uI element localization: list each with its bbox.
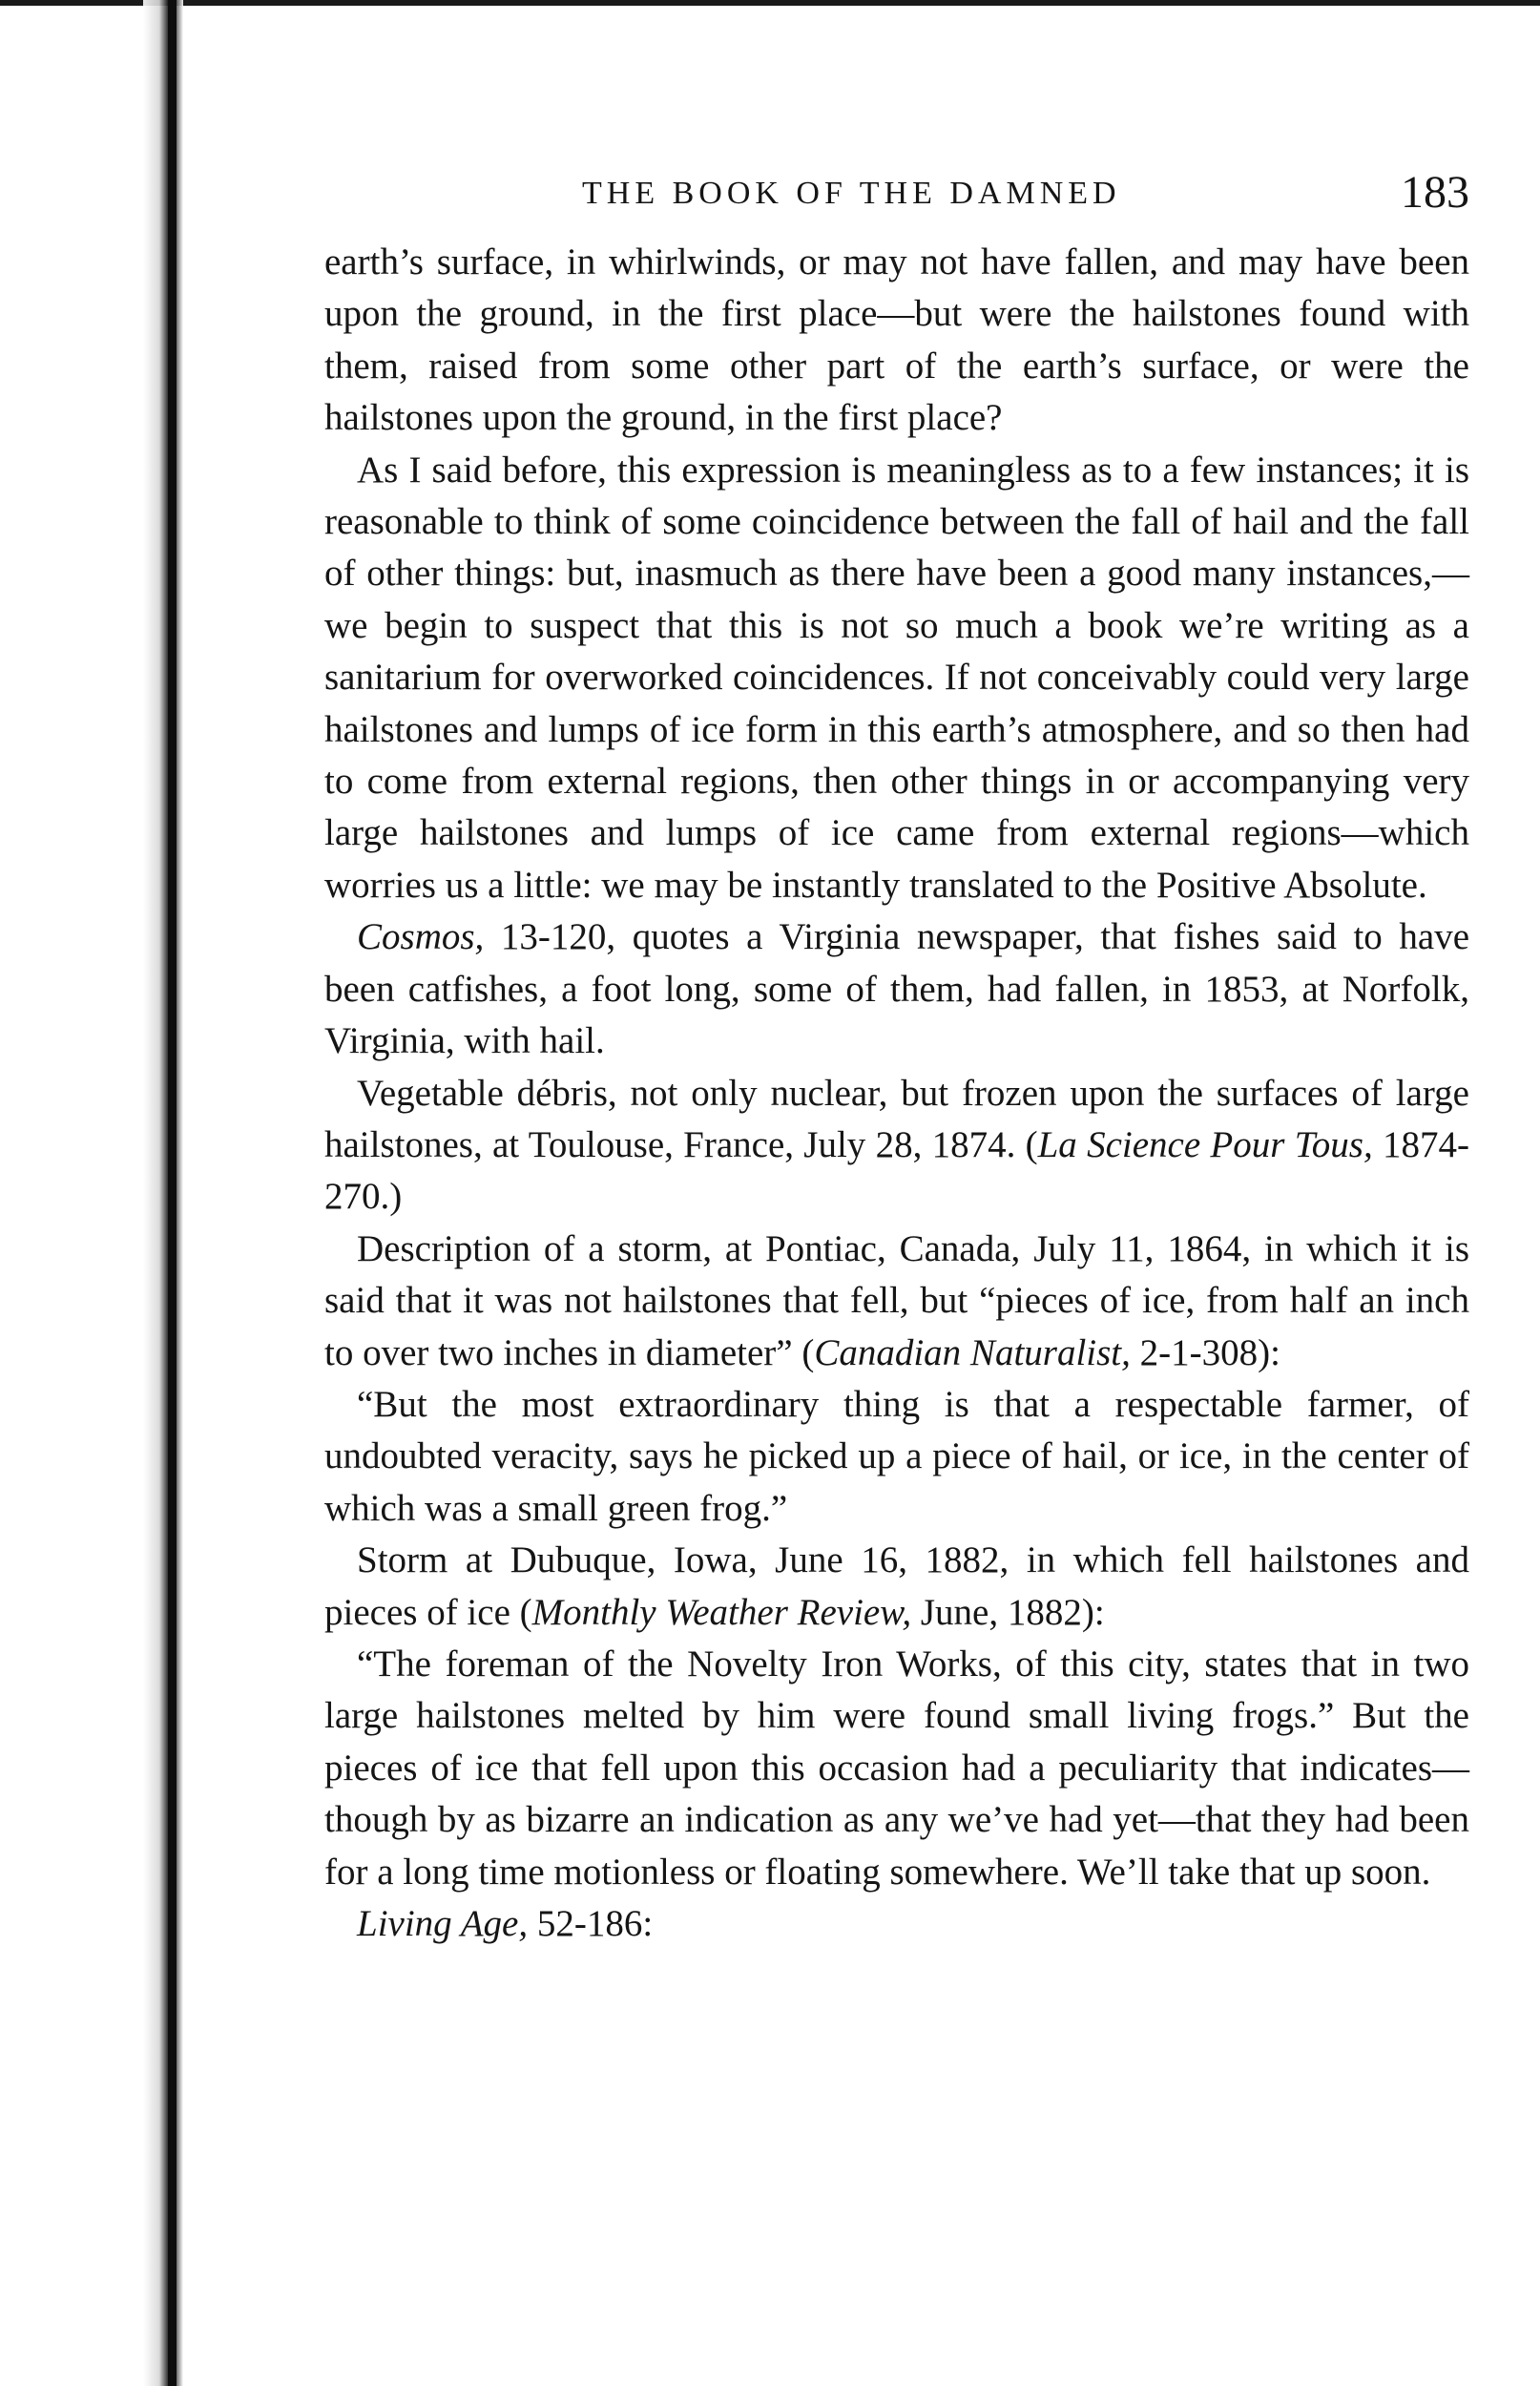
paragraph-9: Living Age, 52-186: [357,1903,654,1944]
binding-gutter-line [168,0,177,2386]
paragraph-4: Vegetable débris, not only nuclear, but frozen upon the surfaces of large hailstones, at Toulouse, France, July 28, 1874. (La Science Pour Tous, 1874-270.) [324,1072,1469,1218]
citation-living-age: Living Age, [357,1903,529,1944]
running-title: THE BOOK OF THE DAMNED [582,176,1121,211]
paragraph-1: earth’s surface, in whirlwinds, or may not have fallen, and may have been upon the ground, in the first place—but were the hailstones found with them, raised from some other part of the earth’s surface, or were the hailstones upon the ground, in the first place? [324,241,1469,439]
page-header [324,167,1469,227]
page-number: 183 [1401,167,1469,218]
paragraph-6: “But the most extraordinary thing is that a respectable farmer, of undoubted veracity, says he picked up a piece of hail, or ice, in the center of which was a small green frog.” [324,1383,1469,1529]
binding-gutter-shadow [143,0,183,2386]
citation-canadian-naturalist: Canadian Naturalist, [814,1331,1131,1373]
body-text [324,237,1469,1950]
citation-cosmos: Cosmos, [357,916,485,958]
paragraph-2: As I said before, this expression is meaningless as to a few instances; it is reasonable to think of some coincidence between the fall of hail and the fall of other things: but, inasmuch as there have been a good many instances,—we begin to suspect that this is not so much a book we’re writing as a sanitarium for overworked coincidences. If not conceivably could very large hailstones and lumps of ice form in this earth’s atmosphere, and so then had to come from external regions, then other things in or accompanying very large hailstones and lumps of ice came from external regions—which worries us a little: we may be instantly translated to the Positive Absolute. [324,449,1469,906]
paragraph-3: Cosmos, 13-120, quotes a Virginia newspaper, that fishes said to have been catfishes, a foot long, some of them, had fallen, in 1853, at Norfolk, Virginia, with hail. [324,916,1469,1062]
paragraph-8: “The foreman of the Novelty Iron Works, of this city, states that in two large hailstones melted by him were found small living frogs.” But the pieces of ice that fell upon this occasion had a peculiarity that indicates—though by as bizarre an indication as any we’ve had yet—that they had been for a long time motionless or floating somewhere. We’ll take that up soon. [324,1643,1469,1893]
paragraph-5: Description of a storm, at Pontiac, Canada, July 11, 1864, in which it is said that it was not hailstones that fell, but “pieces of ice, from half an inch to over two inches in diameter” (Canadian Naturalist, 2-1-308): [324,1227,1469,1373]
page-top-edge [0,0,1540,6]
citation-la-science: La Science Pour Tous, [1037,1123,1373,1165]
paragraph-7: Storm at Dubuque, Iowa, June 16, 1882, in which fell hailstones and pieces of ice (Monthly Weather Review, June, 1882): [324,1539,1469,1633]
citation-monthly-weather-review: Monthly Weather Review, [531,1591,912,1633]
